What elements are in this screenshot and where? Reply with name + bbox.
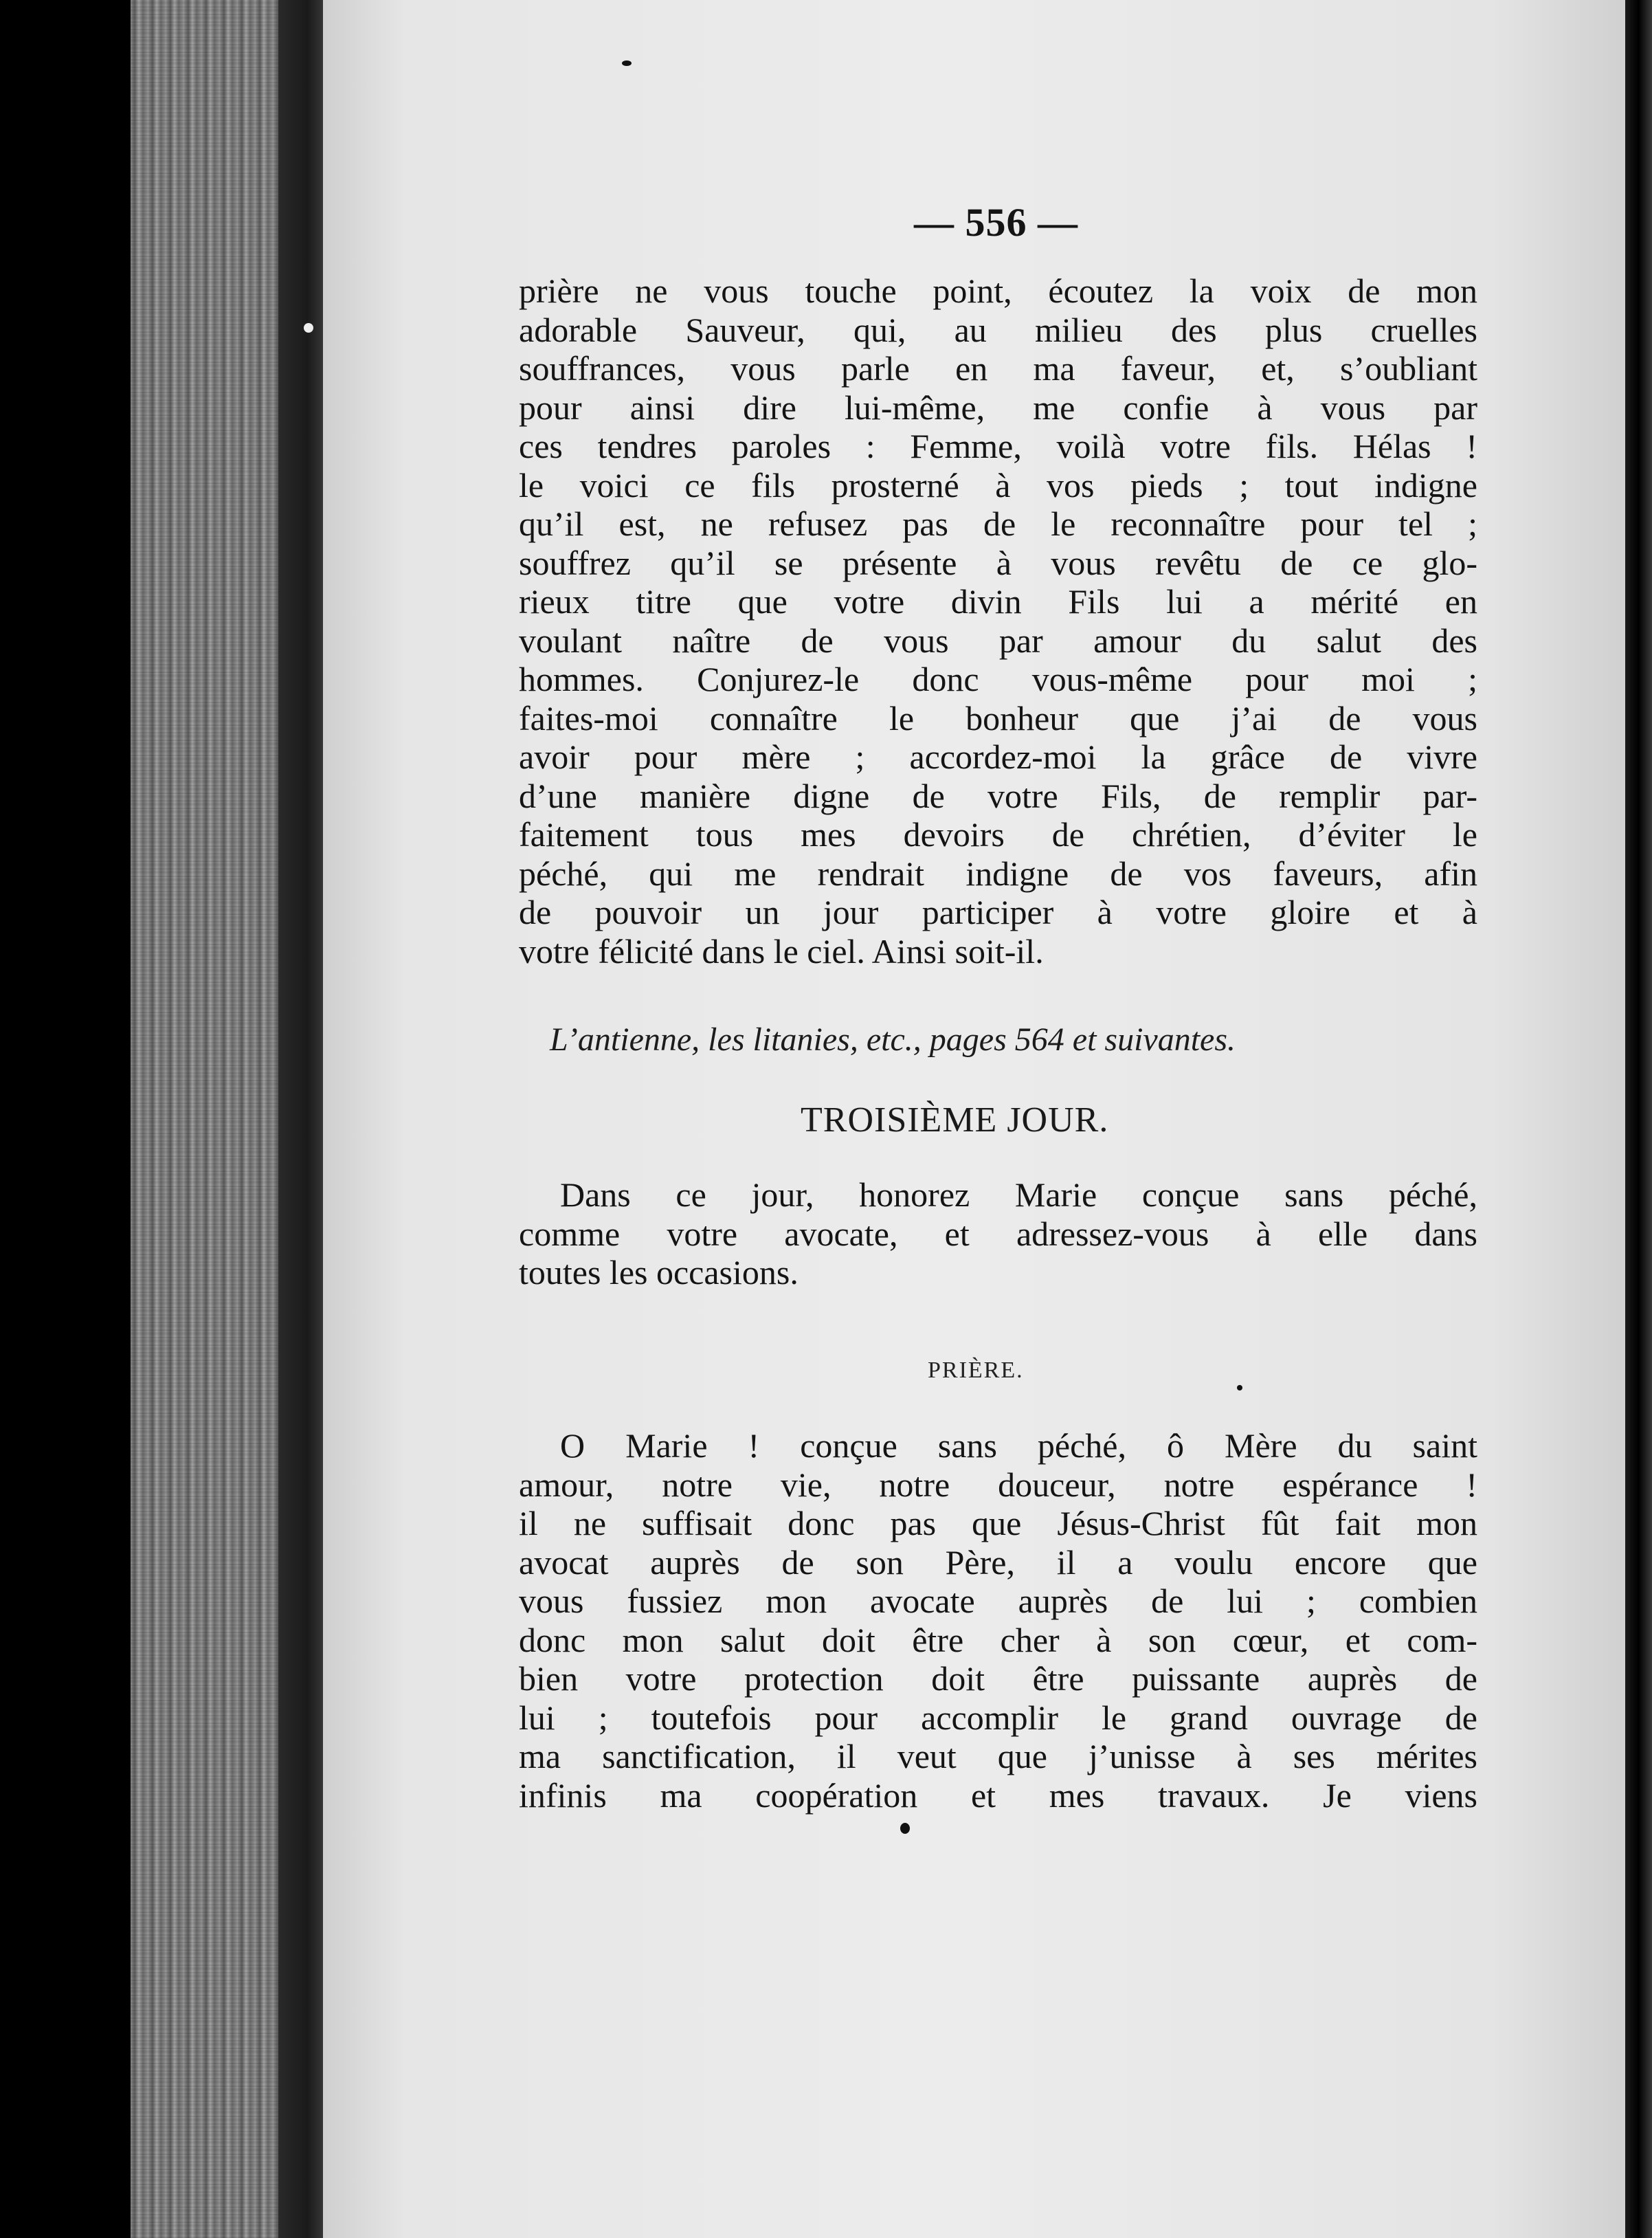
ink-speck	[900, 1823, 910, 1834]
text-line: faites-moi connaître le bonheur que j’ai de vous	[519, 698, 1477, 738]
text-line: Dans ce jour, honorez Marie conçue sans péché,	[560, 1175, 1477, 1214]
text-line: souffrez qu’il se présente à vous revêtu de ce glo-	[519, 543, 1477, 582]
page-edges-texture	[131, 0, 295, 2238]
text-line: avoir pour mère ; accordez-moi la grâce de vivre	[519, 738, 1477, 776]
text-line: de pouvoir un jour participer à votre gloire et à	[519, 893, 1477, 931]
binding-shadow	[278, 0, 326, 2238]
ink-speck	[1237, 1385, 1242, 1391]
text-line: bien votre protection doit être puissante auprès de	[519, 1659, 1477, 1698]
text-line: infinis ma coopération et mes travaux. Je viens	[519, 1775, 1477, 1815]
text-line: O Marie ! conçue sans péché, ô Mère du saint	[560, 1426, 1477, 1465]
section-heading: TROISIÈME JOUR.	[801, 1100, 1109, 1140]
text-line: pour ainsi dire lui-même, me confie à vous par	[519, 388, 1477, 427]
text-line: ma sanctification, il veut que j’unisse à ses mérites	[519, 1737, 1477, 1775]
text-line: prière ne vous touche point, écoutez la voix de mon	[519, 272, 1477, 310]
page-number: — 556 —	[914, 200, 1078, 245]
text-line: comme votre avocate, et adressez-vous à elle dans	[519, 1214, 1477, 1253]
text-line: vous fussiez mon avocate auprès de lui ; combien	[519, 1582, 1477, 1620]
text-line: avocat auprès de son Père, il a voulu encore que	[519, 1542, 1477, 1582]
text-line: votre félicité dans le ciel. Ainsi soit-il.	[519, 931, 1044, 971]
rubric-instruction: L’antienne, les litanies, etc., pages 564 et suivantes.	[550, 1021, 1236, 1058]
text-line: voulant naître de vous par amour du salut des	[519, 621, 1477, 660]
paragraph-prayer	[519, 1426, 1477, 1815]
text-line: ces tendres paroles : Femme, voilà votre fils. Hélas !	[519, 427, 1477, 465]
text-line: d’une manière digne de votre Fils, de remplir par-	[519, 776, 1477, 815]
text-line: il ne suffisait donc pas que Jésus-Christ fût fait mon	[519, 1504, 1477, 1542]
ink-speck	[304, 323, 313, 333]
text-line: donc mon salut doit être cher à son cœur, et com-	[519, 1620, 1477, 1659]
text-line: rieux titre que votre divin Fils lui a mérité en	[519, 582, 1477, 621]
text-line: le voici ce fils prosterné à vos pieds ; tout indigne	[519, 465, 1477, 505]
text-line: amour, notre vie, notre douceur, notre espérance !	[519, 1465, 1477, 1504]
text-line: péché, qui me rendrait indigne de vos faveurs, afin	[519, 854, 1477, 893]
right-margin-shadow	[1625, 0, 1652, 2238]
prayer-heading: PRIÈRE.	[928, 1358, 1024, 1383]
paragraph-instruction	[519, 1175, 1477, 1292]
text-line: faitement tous mes devoirs de chrétien, d’éviter le	[519, 815, 1477, 854]
text-line: toutes les occasions.	[519, 1253, 799, 1292]
text-line: lui ; toutefois pour accomplir le grand ouvrage de	[519, 1698, 1477, 1737]
text-line: souffrances, vous parle en ma faveur, et, s’oubliant	[519, 349, 1477, 388]
ink-speck	[622, 60, 632, 66]
text-line: hommes. Conjurez-le donc vous-même pour moi ;	[519, 660, 1477, 698]
paragraph-prayer-continued	[519, 272, 1477, 971]
text-line: adorable Sauveur, qui, au milieu des plus cruelles	[519, 310, 1477, 349]
text-line: qu’il est, ne refusez pas de le reconnaître pour tel ;	[519, 505, 1477, 543]
